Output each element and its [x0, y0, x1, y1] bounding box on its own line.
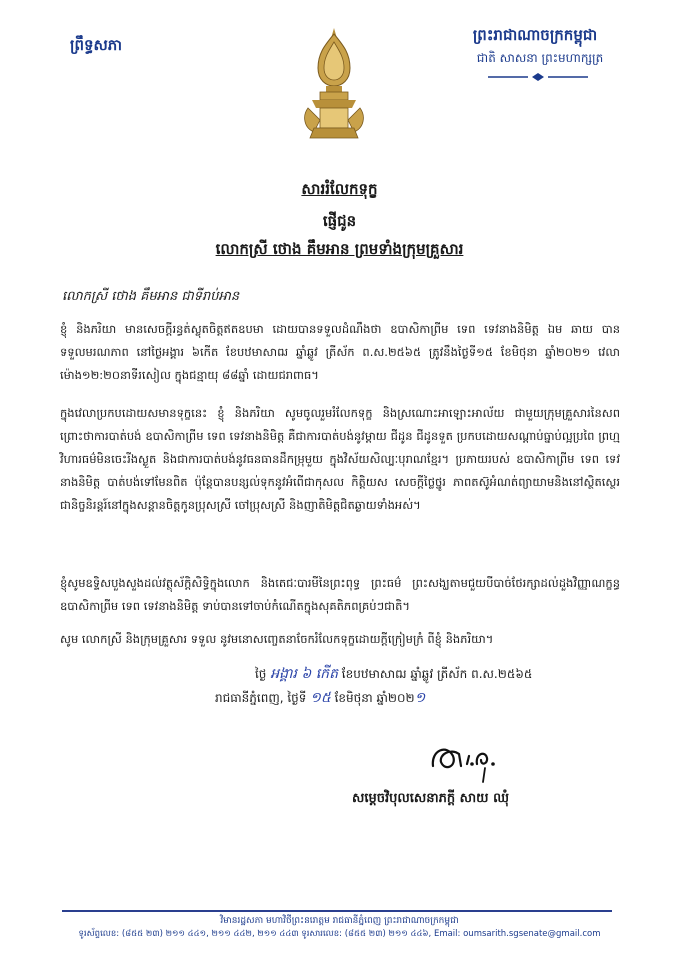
handwritten-day: អង្គារ ៦ កើត	[270, 666, 338, 682]
lunar-date-line	[255, 664, 532, 685]
recipient: លោកស្រី ថោង គឹមអាន ព្រមទាំងក្រុមគ្រួសារ	[215, 240, 464, 258]
national-motto: ជាតិ សាសនា ព្រះមហាក្សត្រ	[476, 51, 604, 65]
senate-label: ព្រឹទ្ធសភា	[70, 36, 123, 54]
signer-name: សម្តេចវិបុលសេនាភក្តី សាយ ឈុំ	[352, 791, 509, 806]
body-paragraph: ខ្ញុំសូមឧទ្ទិសបួងសួងដល់វត្ថុស័ក្តិសិទ្ធិក្នុងលោក និងតេជៈបារមីនៃព្រះពុទ្ធ ព្រះធម៌ ព្រះសង្ឃតាមជួយបីបាច់ថែរក្សាដល់ដួងវិញ្ញាណក្ខន្ធ ឧបាសិកាព្រីម ទេព ទេវនាងនិមិត្ត ទាប់បានទៅចាប់កំណើតក្នុងសុគតិភពគ្រប់ៗជាតិ។	[60, 576, 620, 613]
kingdom-title: ព្រះរាជាណាចក្រកម្ពុជា	[472, 26, 598, 44]
senate-emblem-icon	[298, 24, 370, 142]
motto-ornament-icon	[488, 72, 588, 82]
footer-contact: ទូរស័ព្ទលេខ: (៨៥៥ ២៣) ២១១ ៤៤១, ២១១ ៤៤២, ២១១ ៤៤៣ ទូរសារលេខ: (៨៥៥ ២៣) ២១១ ៤៤៦, Email: oumsarith.sgsenate@gmail.com	[78, 929, 601, 939]
handwritten-date: ១៥	[310, 690, 331, 706]
month-year: ខែមិថុនា ឆ្នាំ២០២	[334, 691, 415, 705]
body-paragraph: ខ្ញុំ និងភរិយា មានសេចក្តីរន្ធត់ស្លុតចិត្តឥតឧបមា ដោយបានទទួលដំណឹងថា ឧបាសិកាព្រីម ទេព ទេវនាងនិមិត្ត ឯម ឆាយ បានទទួលមរណភាព នៅថ្ងៃអង្គារ ៦កើត ខែបឋមាសាឍ ឆ្នាំឆ្លូវ ត្រីស័ក ព.ស.២៥៦៥ ត្រូវនឹងថ្ងៃទី១៥ ខែមិថុនា ឆ្នាំ២០២១ វេលាម៉ោង១២:២០នាទីរសៀល ក្នុងជន្មាយុ ៨៨ឆ្នាំ ដោយជរាពាធ។	[60, 322, 620, 382]
addressed-to: ផ្ញើជូន	[322, 212, 357, 230]
handwritten-year-digit: ១	[414, 690, 426, 706]
body-paragraph: សូម លោកស្រី និងក្រុមគ្រួសារ ទទួល នូវមនោសញ្ចេតនាចែករំលែកទុក្ខដោយក្តីក្រៀមក្រំ ពីខ្ញុំ និងភរិយា។	[60, 632, 494, 646]
date-suffix: ខែបឋមាសាឍ ឆ្នាំឆ្លូវ ត្រីស័ក ព.ស.២៥៦៥	[341, 667, 533, 681]
footer-address: វិមានរដ្ឋសភា មហាវិថីព្រះនរោត្តម រាជធានីភ្នំពេញ ព្រះរាជាណាចក្រកម្ពុជា	[220, 916, 459, 926]
footer-divider	[62, 910, 612, 912]
date-prefix: ថ្ងៃ	[255, 667, 267, 681]
place-date-prefix: រាជធានីភ្នំពេញ, ថ្ងៃទី	[215, 691, 307, 705]
salutation: លោកស្រី ថោង គឹមអាន ជាទីរាប់អាន	[62, 289, 240, 304]
solar-date-line	[215, 688, 425, 709]
letter-title: សាររំលែកទុក្ខ	[301, 180, 378, 198]
handwritten-signature-icon	[425, 726, 525, 786]
body-paragraph: ក្នុងវេលាប្រកបដោយសមានទុក្ខនេះ ខ្ញុំ និងភរិយា សូមចូលរួមរំលែកទុក្ខ និងស្រណោះអាឡោះអាល័យ ជាមួយក្រុមគ្រួសារនៃសព ព្រោះថាការបាត់បង់ ឧបាសិកាព្រីម ទេព ទេវនាងនិមិត្ត គឺជាការបាត់បង់នូវម្តាយ ជីដូន ជីដូនទួត ប្រកបដោយសណ្តាប់ធ្នាប់ល្អប្រពៃ ព្រហ្មវិហារធម៌មិនចេះរីងស្ងួត និងជាការបាត់បង់នូវធនធានដឹកម្រុមួយ ក្នុងវិស័យសិល្បៈបុរាណខ្មែរ។ ប្រភាយរបស់ ឧបាសិកាព្រីម ទេព ទេវនាងនិមិត្ត បាត់បង់ទៅមែនពិត ប៉ុន្តែបានបន្សល់ទុកនូវអំពើជាកុសល កិត្តិយស សេចក្តីថ្លៃថ្នូរ ភាពតស៊ូអំណត់ព្យាយាមនិងនៅស្ថិតស្ថេរជានិច្ចនិរន្តរ៍នៅក្នុងសន្តានចិត្តកូនប្រុសស្រី ចៅប្រុសស្រី និងញាតិមិត្តជិតឆ្ងាយទាំងអស់។	[60, 406, 620, 512]
